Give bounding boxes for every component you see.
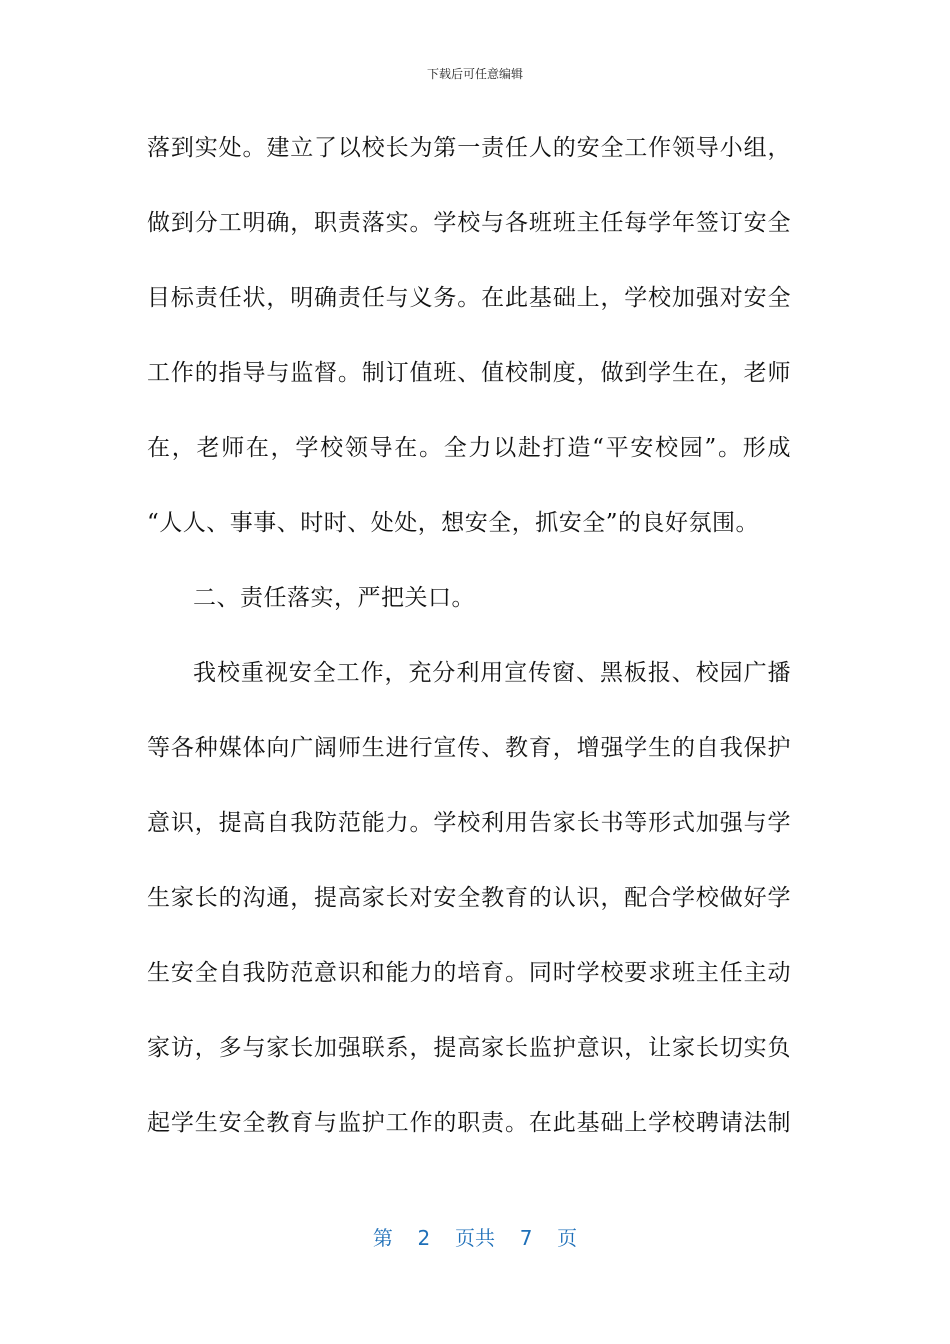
text-line: 工作的指导与监督。制订值班、值校制度，做到学生在，老师 bbox=[147, 360, 791, 386]
page-label-suffix: 页 bbox=[557, 1226, 578, 1250]
text-line: 目标责任状，明确责任与义务。在此基础上，学校加强对安全 bbox=[147, 285, 791, 311]
page-header bbox=[0, 66, 950, 82]
text-line: 生安全自我防范意识和能力的培育。同时学校要求班主任主动 bbox=[147, 960, 791, 986]
total-pages-number: 7 bbox=[519, 1226, 533, 1250]
text-line: “人人、事事、时时、处处，想安全，抓安全”的良好氛围。 bbox=[147, 510, 760, 536]
text-line: 家访，多与家长加强联系，提高家长监护意识，让家长切实负 bbox=[147, 1035, 791, 1061]
text-line: 落到实处。建立了以校长为第一责任人的安全工作领导小组， bbox=[147, 135, 791, 161]
text-line: 我校重视安全工作，充分利用宣传窗、黑板报、校园广播 bbox=[193, 660, 791, 686]
text-line: 等各种媒体向广阔师生进行宣传、教育，增强学生的自我保护 bbox=[147, 735, 791, 761]
page-label-prefix: 第 bbox=[372, 1226, 393, 1250]
text-line: 在，老师在，学校领导在。全力以赴打造“平安校园”。形成 bbox=[147, 435, 791, 461]
current-page-number: 2 bbox=[417, 1226, 431, 1250]
page-label-middle: 页共 bbox=[455, 1226, 495, 1250]
text-line: 生家长的沟通，提高家长对安全教育的认识，配合学校做好学 bbox=[147, 885, 791, 911]
document-body bbox=[147, 128, 791, 1178]
section-heading: 二、责任落实，严把关口。 bbox=[193, 585, 475, 611]
header-note: 下载后可任意编辑 bbox=[426, 67, 523, 81]
text-line: 做到分工明确，职责落实。学校与各班班主任每学年签订安全 bbox=[147, 210, 791, 236]
text-line: 起学生安全教育与监护工作的职责。在此基础上学校聘请法制 bbox=[147, 1110, 791, 1136]
text-line: 意识，提高自我防范能力。学校利用告家长书等形式加强与学 bbox=[147, 810, 791, 836]
page-footer bbox=[0, 1224, 950, 1252]
